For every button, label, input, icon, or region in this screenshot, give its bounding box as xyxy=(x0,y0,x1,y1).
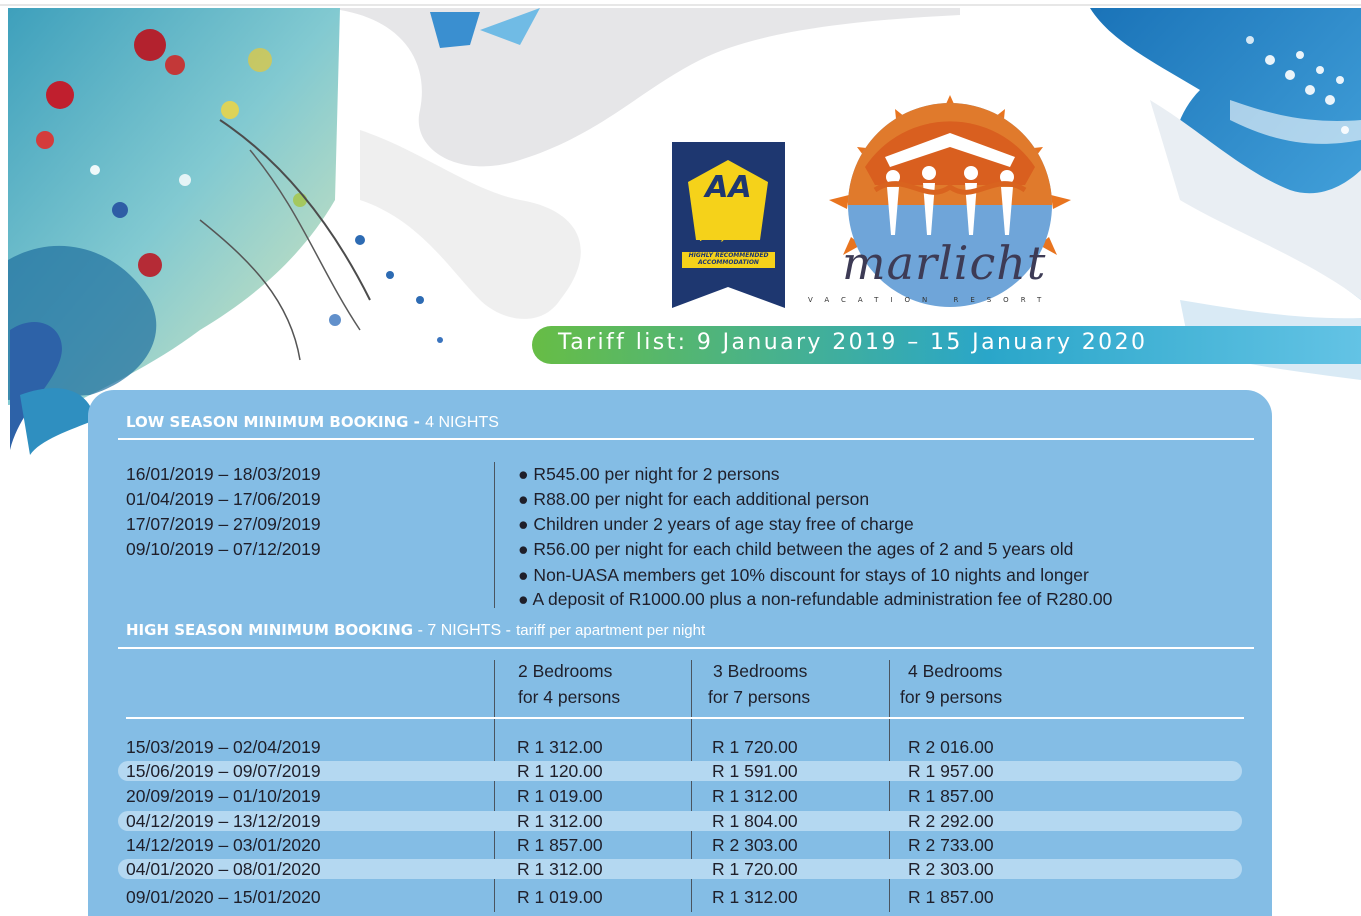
low-period-3: 17/07/2019 – 27/09/2019 xyxy=(126,514,321,534)
low-term-5: ● Non-UASA members get 10% discount for stays of 10 nights and longer xyxy=(518,565,1089,585)
row-period: 15/03/2019 – 02/04/2019 xyxy=(126,737,321,757)
row-price-2bed: R 1 019.00 xyxy=(517,786,603,806)
high-season-heading xyxy=(126,621,705,640)
low-season-heading xyxy=(126,413,499,432)
aa-accommodation-text: ACCOMMODATION xyxy=(698,259,759,266)
high-season-rule xyxy=(118,647,1254,649)
row-period: 09/01/2020 – 15/01/2020 xyxy=(126,887,321,907)
row-price-3bed: R 1 804.00 xyxy=(712,811,798,831)
row-period: 20/09/2019 – 01/10/2019 xyxy=(126,786,321,806)
row-period: 04/12/2019 – 13/12/2019 xyxy=(126,811,321,831)
col-header-4bed-line1: 4 Bedrooms xyxy=(908,661,1003,681)
row-price-4bed: R 1 857.00 xyxy=(908,786,994,806)
row-price-2bed: R 1 857.00 xyxy=(517,835,603,855)
row-price-3bed: R 2 303.00 xyxy=(712,835,798,855)
aa-quality-text: Quality Assured xyxy=(697,234,760,242)
low-season-divider xyxy=(494,462,495,608)
row-price-4bed: R 2 303.00 xyxy=(908,859,994,879)
low-season-rule xyxy=(118,438,1254,440)
low-season-nights: 4 NIGHTS xyxy=(425,414,499,431)
low-term-4: ● R56.00 per night for each child between the ages of 2 and 5 years old xyxy=(518,539,1074,559)
aa-logo-text: AA xyxy=(705,170,752,205)
col-header-4bed-line2: for 9 persons xyxy=(900,687,1003,707)
col-header-2bed-line2: for 4 persons xyxy=(518,687,621,707)
row-price-4bed: R 2 292.00 xyxy=(908,811,994,831)
row-price-3bed: R 1 720.00 xyxy=(712,859,798,879)
tariff-title-banner xyxy=(532,326,1361,364)
low-period-1: 16/01/2019 – 18/03/2019 xyxy=(126,464,321,484)
row-price-4bed: R 1 957.00 xyxy=(908,761,994,781)
row-price-2bed: R 1 312.00 xyxy=(517,859,603,879)
col-header-3bed-line1: 3 Bedrooms xyxy=(713,661,808,681)
row-price-4bed: R 1 857.00 xyxy=(908,887,994,907)
aa-badge-shape xyxy=(672,142,785,308)
row-price-4bed: R 2 733.00 xyxy=(908,835,994,855)
resort-tagline: VACATION RESORT xyxy=(808,296,1054,304)
row-price-2bed: R 1 120.00 xyxy=(517,761,603,781)
row-price-3bed: R 1 591.00 xyxy=(712,761,798,781)
low-period-2: 01/04/2019 – 17/06/2019 xyxy=(126,489,321,509)
low-season-heading-text: LOW SEASON MINIMUM BOOKING - xyxy=(126,413,420,431)
row-price-3bed: R 1 720.00 xyxy=(712,737,798,757)
low-term-6: ● A deposit of R1000.00 plus a non-refundable administration fee of R280.00 xyxy=(518,589,1113,609)
row-period: 04/01/2020 – 08/01/2020 xyxy=(126,859,321,879)
tariff-title: Tariff list: 9 January 2019 – 15 January 2020 xyxy=(558,330,1148,355)
high-season-note: tariff per apartment per night xyxy=(516,622,706,639)
aa-recommended-text: HIGHLY RECOMMENDED xyxy=(688,252,769,259)
row-price-3bed: R 1 312.00 xyxy=(712,887,798,907)
row-period: 15/06/2019 – 09/07/2019 xyxy=(126,761,321,781)
row-price-3bed: R 1 312.00 xyxy=(712,786,798,806)
high-season-nights: - 7 NIGHTS - xyxy=(413,622,511,639)
row-price-2bed: R 1 312.00 xyxy=(517,737,603,757)
col-header-2bed-line1: 2 Bedrooms xyxy=(518,661,613,681)
high-season-heading-text: HIGH SEASON MINIMUM BOOKING xyxy=(126,621,414,639)
low-period-4: 09/10/2019 – 07/12/2019 xyxy=(126,539,321,559)
table-header-rule xyxy=(126,717,1244,719)
low-term-1: ● R545.00 per night for 2 persons xyxy=(518,464,780,484)
row-price-2bed: R 1 019.00 xyxy=(517,887,603,907)
row-price-4bed: R 2 016.00 xyxy=(908,737,994,757)
low-term-2: ● R88.00 per night for each additional person xyxy=(518,489,870,509)
resort-name: marlicht xyxy=(842,236,1047,290)
row-period: 14/12/2019 – 03/01/2020 xyxy=(126,835,321,855)
aa-quality-badge xyxy=(672,142,785,308)
col-header-3bed-line2: for 7 persons xyxy=(708,687,811,707)
row-price-2bed: R 1 312.00 xyxy=(517,811,603,831)
low-term-3: ● Children under 2 years of age stay free of charge xyxy=(518,514,914,534)
